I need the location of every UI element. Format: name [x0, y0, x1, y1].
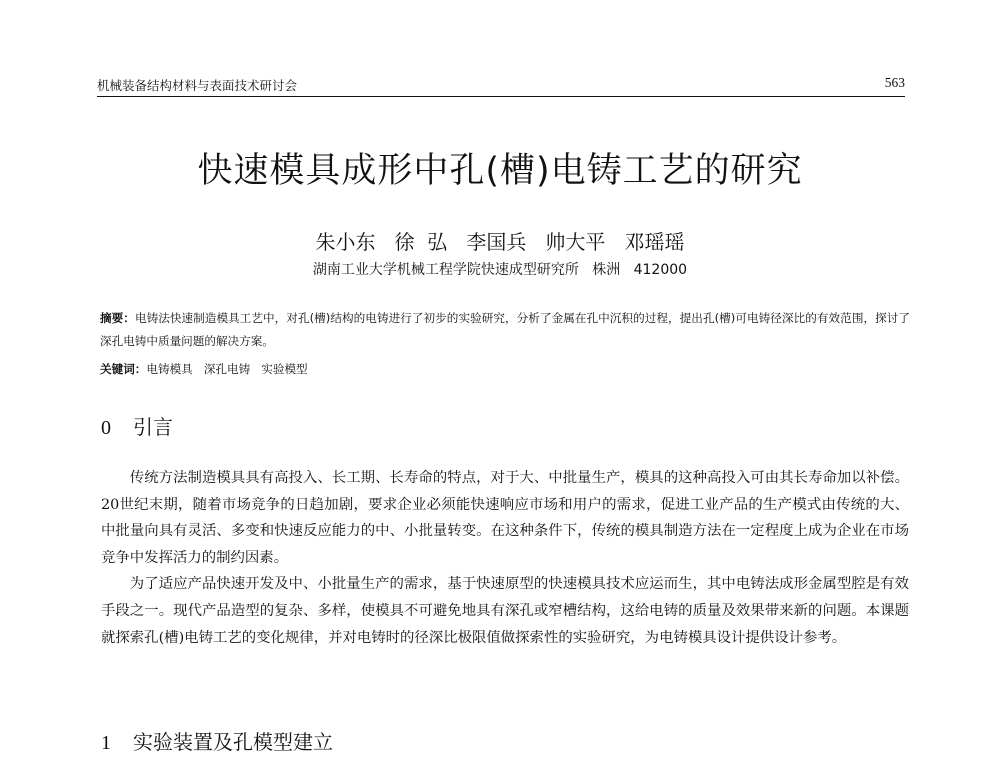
abstract-label: 摘要：: [100, 311, 135, 325]
introduction-body: [101, 465, 909, 651]
abstract-text: 电铸法快速制造模具工艺中，对孔(槽)结构的电铸进行了初步的实验研究，分析了金属在孔中沉积的过程，提出孔(槽)可电铸径深比的有效范围，探讨了深孔电铸中质量问题的解决方案。: [100, 311, 910, 348]
section-heading-introduction: [101, 411, 173, 440]
affiliation: 湖南工业大学机械工程学院快速成型研究所 株洲 412000: [312, 262, 688, 278]
section-number: 1: [101, 732, 111, 754]
running-header: [97, 74, 905, 96]
section-number: 0: [101, 417, 111, 439]
proceedings-title: 机械装备结构材料与表面技术研讨会: [97, 78, 298, 93]
keywords-text: 电铸模具 深孔电铸 实验模型: [146, 362, 308, 376]
section-title: 引言: [133, 415, 173, 439]
section-heading-experimental-setup: [101, 726, 333, 755]
paper-title: 快速模具成形中孔(槽)电铸工艺的研究: [197, 151, 803, 191]
keywords-label: 关键词：: [100, 362, 147, 376]
author-list: 朱小东 徐 弘 李国兵 帅大平 邓瑶瑶: [315, 230, 685, 254]
section-title: 实验装置及孔模型建立: [133, 730, 333, 754]
paragraph: 为了适应产品快速开发及中、小批量生产的需求，基于快速原型的快速模具技术应运而生，其中电铸法成形金属型腔是有效手段之一。现代产品造型的复杂、多样，使模具不可避免地具有深孔或窄槽结构，这给电铸的质量及效果带来新的问题。本课题就探索孔(槽)电铸工艺的变化规律，并对电铸时的径深比极限值做探索性的实验研究，为电铸模具设计提供设计参考。: [101, 576, 909, 646]
abstract: [100, 307, 910, 353]
header-rule: [97, 96, 905, 97]
keywords: [100, 361, 910, 377]
paragraph: 传统方法制造模具具有高投入、长工期、长寿命的特点，对于大、中批量生产，模具的这种高投入可由其长寿命加以补偿。20世纪末期，随着市场竞争的日趋加剧，要求企业必须能快速响应市场和用户的需求，促进工业产品的生产模式由传统的大、中批量向具有灵活、多变和快速反应能力的中、小批量转变。在这种条件下，传统的模具制造方法在一定程度上成为企业在市场竞争中发挥活力的制约因素。: [101, 470, 909, 566]
page-number: 563: [884, 75, 905, 90]
